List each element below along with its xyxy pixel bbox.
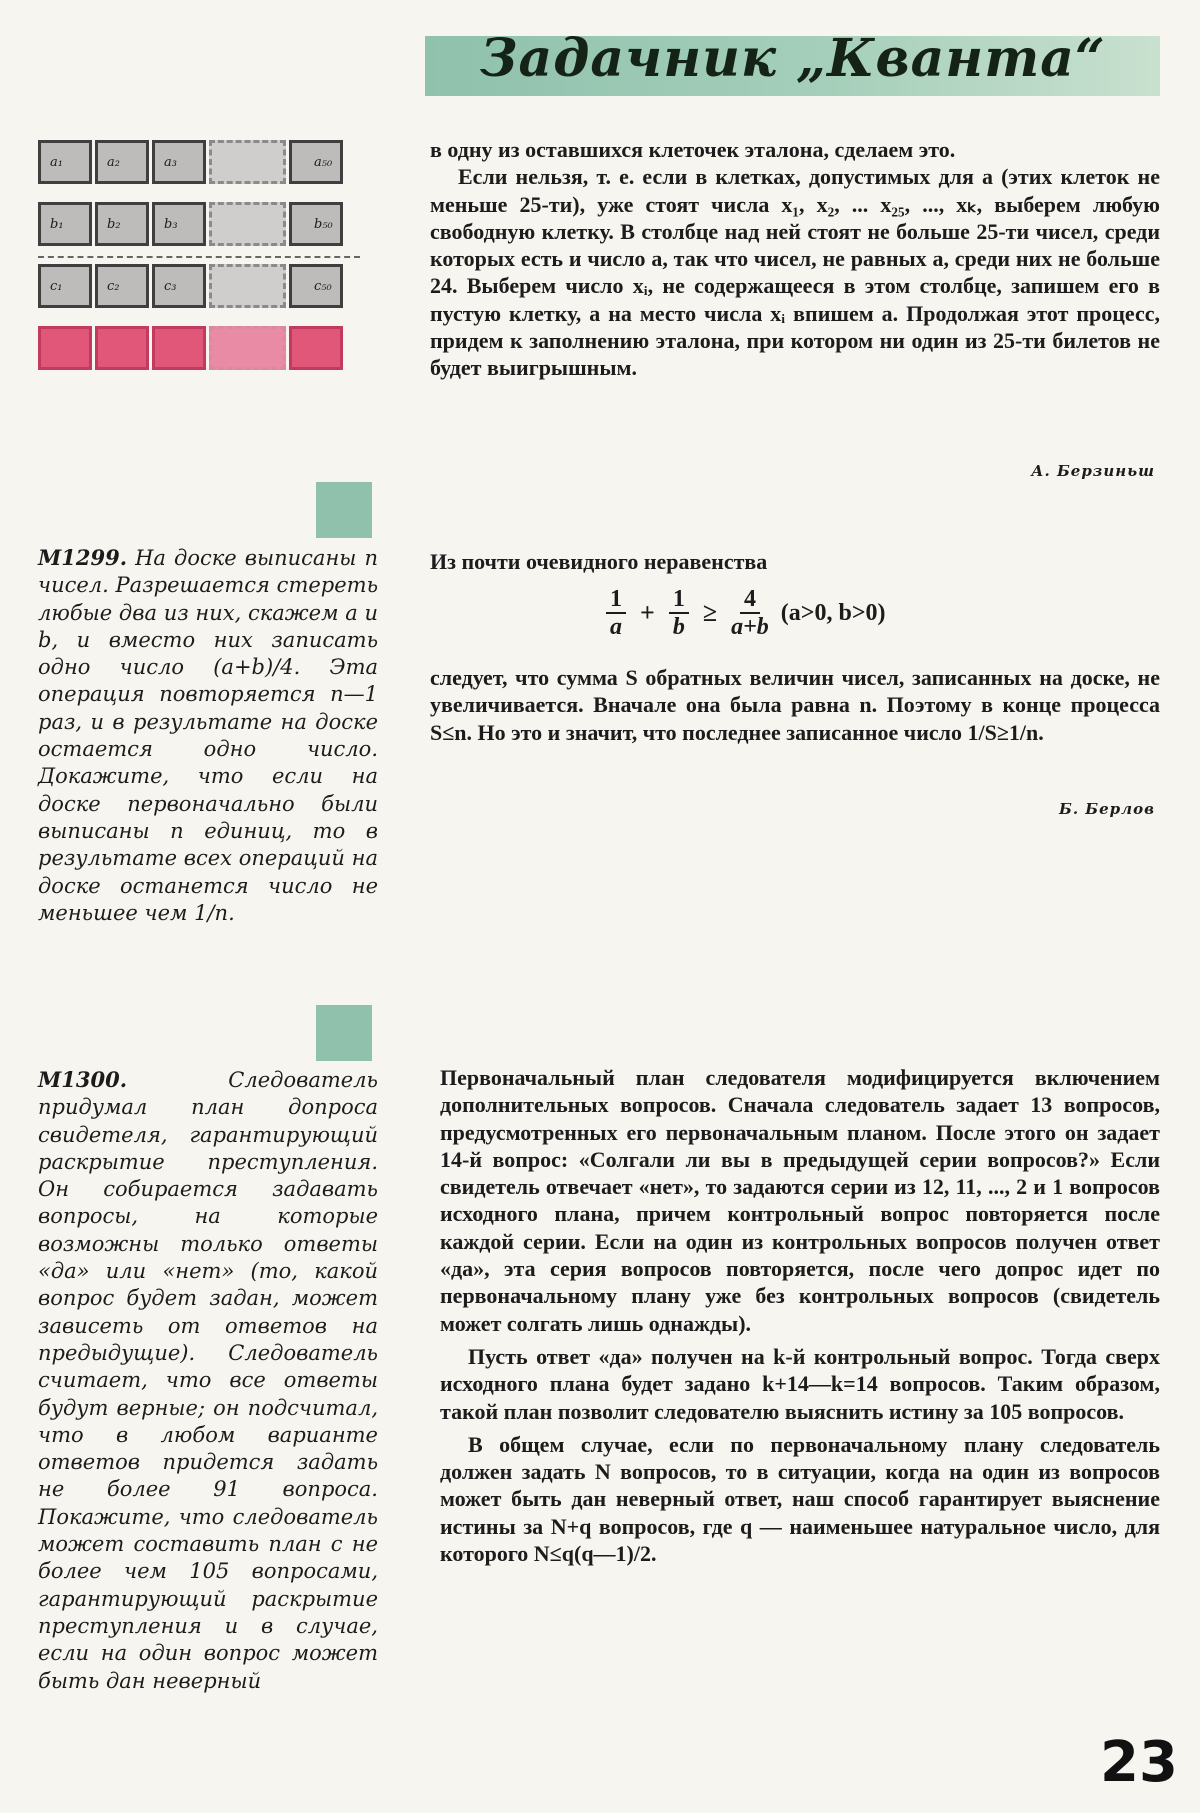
solution-paragraph: Первоначальный план следователя модифицируется включением дополнительных вопросов. Сначала следователь задает 13 вопросов, предусмотренных его первоначальным планом. После этого он задает 14-й вопрос: «Солгали ли вы в предыдущей серии вопросов?» Если свидетель отвечает «нет», то задаются серии из 12, 11, ..., 2 и 1 вопросов исходного плана, причем контрольный вопрос повторяется после каждой серии. Если на один из контрольных вопросов получен ответ «да», эта серия вопросов повторяется, после чего допрос идет по первоначальному плану уже без контрольных вопросов (свидетель может солгать лишь однажды). [440,1065,1160,1336]
relation-sign: ≥ [702,598,718,627]
problem-label: М1299. [38,545,128,570]
cell: a₃ [152,140,206,184]
problem-m1300 [38,1066,378,1695]
problem-label: М1300. [38,1067,128,1092]
solution-text: следует, что сумма S обратных величин чисел, записанных на доске, не увеличивается. Вначале она была равна n. Поэтому в конце процесса S≤n. Но это и значит, что последнее записанное число 1/S≥1/n. [430,665,1160,745]
cell: b₅₀ [289,202,343,246]
cell-row-c [38,264,346,308]
cell [289,326,343,370]
cell-row-a [38,140,346,184]
cell-gap [209,264,286,308]
solution-paragraph: В общем случае, если по первоначальному плану следователь должен задать N вопросов, то в ситуации, когда на один из вопросов может быть дан неверный ответ, наш способ гарантирует выяснение истины за N+q вопросов, где q — наименьшее натуральное число, для которого N≤q(q—1)/2. [440,1431,1160,1567]
page-number: 23 [1100,1730,1178,1795]
inequality-formula [600,586,885,640]
author-berlov: Б. Берлов [1059,800,1155,818]
cell: a₅₀ [289,140,343,184]
author-berzinsh: А. Берзиньш [1031,462,1155,480]
cell [95,326,149,370]
prev-solution-paragraph: Если нельзя, т. е. если в клетках, допустимых для a (этих клеток не меньше 25-ти), уже стоят числа x₁, x₂, ... x₂₅, ..., xₖ, выберем любую свободную клетку. В столбце над ней стоят не больше 25-ти чисел, среди которых есть и число a, так что чисел, не равных a, среди них не больше 24. Выберем число xᵢ, не содержащееся в этом столбце, запишем его в пустую клетку, а на место числа xᵢ впишем a. Продолжая этот процесс, придем к заполнению эталона, при котором ни один из 25-ти билетов не будет выигрышным. [430,164,1160,381]
fraction-1-a: $\frac{1}{a}$ [606,586,626,640]
prev-solution-line: в одну из оставшихся клеточек эталона, сделаем это. [430,137,956,162]
problem-text: Следователь придумал план допроса свидетеля, гарантирующий раскрытие преступления. Он собирается задавать вопросы, на которые возможны только ответы «да» или «нет» (то, какой вопрос будет задан, может зависеть от ответов на предыдущие). Следователь считает, что все ответы будут верные; он подсчитал, что в любом варианте ответов придется задать не более 91 вопроса. Покажите, что следователь может составить план с не более чем 105 вопросами, гарантирующий раскрытие преступления и в случае, если на один вопрос может быть дан неверный [38,1068,378,1693]
solution-m1299 [430,664,1160,746]
row-divider [38,256,360,258]
section-marker [316,482,372,538]
solution-intro: Из почти очевидного неравенства [430,549,768,574]
cell: c₂ [95,264,149,308]
cell-gap [209,326,286,370]
cell [38,326,92,370]
section-marker [316,1005,372,1061]
cell: c₁ [38,264,92,308]
plus-sign: + [640,598,655,627]
problem-m1299 [38,544,378,927]
cell-gap [209,140,286,184]
solution-m1299-intro [430,548,1160,575]
fraction-1-b: $\frac{1}{b}$ [669,586,689,640]
problem-text: На доске выписаны n чисел. Разрешается стереть любые два из них, скажем a и b, и вместо них записать одно число (a+b)/4. Эта операция повторяется n—1 раз, и в результате на доске остается одно число. Докажите, что если на доске первоначально были выписаны n единиц, то в результате всех операций на доске останется число не меньшее чем 1/n. [38,546,378,925]
prev-solution [430,136,1160,382]
fraction-4-ab: $\frac{4}{a+b}$ [731,586,769,640]
cell: c₅₀ [289,264,343,308]
cell-row-b [38,202,346,246]
solution-paragraph: Пусть ответ «да» получен на k-й контрольный вопрос. Тогда сверх исходного плана будет задано k+14—k=14 вопросов. Таким образом, такой план позволит следователю выяснить истину за 105 вопросов. [440,1343,1160,1424]
formula-condition: (a>0, b>0) [780,599,886,626]
cell: b₃ [152,202,206,246]
cell-row-standard [38,326,346,370]
cell-gap [209,202,286,246]
cell: b₂ [95,202,149,246]
cell: a₁ [38,140,92,184]
section-title: Задачник „Кванта“ [480,28,1106,89]
cell [152,326,206,370]
cell: c₃ [152,264,206,308]
cell: b₁ [38,202,92,246]
cell: a₂ [95,140,149,184]
solution-m1300 [440,1064,1160,1567]
